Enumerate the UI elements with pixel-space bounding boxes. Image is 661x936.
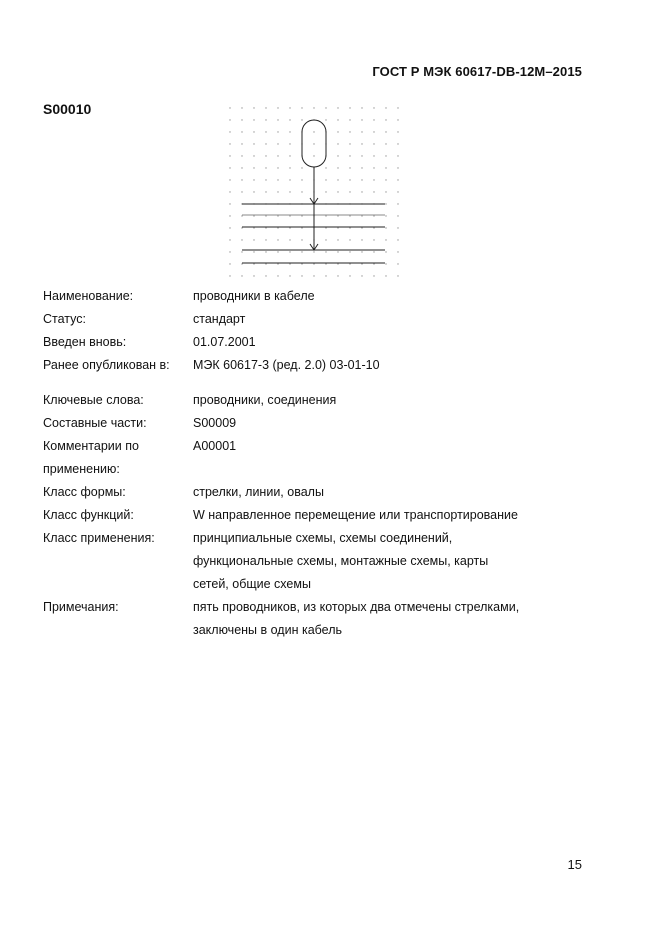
grid-dot bbox=[361, 191, 362, 192]
property-value: принципиальные схемы, схемы соединений, bbox=[193, 531, 453, 545]
grid-dot bbox=[301, 119, 302, 120]
grid-dot bbox=[373, 275, 374, 276]
grid-dot bbox=[265, 167, 266, 168]
grid-dot bbox=[289, 107, 290, 108]
grid-dot bbox=[289, 263, 290, 264]
grid-dot bbox=[313, 263, 314, 264]
grid-dot bbox=[313, 143, 314, 144]
grid-dot bbox=[229, 239, 230, 240]
grid-dot bbox=[301, 191, 302, 192]
grid-dot bbox=[373, 191, 374, 192]
grid-dot bbox=[277, 239, 278, 240]
grid-dot bbox=[373, 251, 374, 252]
grid-dot bbox=[325, 107, 326, 108]
grid-dot bbox=[241, 263, 242, 264]
grid-dot bbox=[253, 179, 254, 180]
grid-dot bbox=[265, 107, 266, 108]
grid-dot bbox=[289, 131, 290, 132]
grid-dot bbox=[349, 215, 350, 216]
grid-dot bbox=[337, 107, 338, 108]
property-row bbox=[43, 308, 603, 331]
grid-dot bbox=[229, 191, 230, 192]
grid-dot bbox=[337, 227, 338, 228]
grid-dot bbox=[349, 263, 350, 264]
grid-dot bbox=[385, 227, 386, 228]
grid-dot bbox=[229, 131, 230, 132]
grid-dot bbox=[325, 215, 326, 216]
property-key: Введен вновь: bbox=[43, 335, 127, 349]
grid-dot bbox=[361, 107, 362, 108]
grid-dot bbox=[349, 239, 350, 240]
grid-dot bbox=[253, 275, 254, 276]
grid-dot bbox=[265, 131, 266, 132]
property-key: Ключевые слова: bbox=[43, 393, 144, 407]
property-key: Класс функций: bbox=[43, 508, 134, 522]
grid-dot bbox=[277, 143, 278, 144]
grid-dot bbox=[229, 179, 230, 180]
grid-dot bbox=[397, 275, 398, 276]
grid-dot bbox=[289, 119, 290, 120]
grid-dot bbox=[229, 107, 230, 108]
property-row bbox=[43, 481, 603, 504]
grid-dot bbox=[385, 239, 386, 240]
grid-dot bbox=[277, 119, 278, 120]
grid-dot bbox=[361, 143, 362, 144]
grid-dot bbox=[313, 131, 314, 132]
grid-dot bbox=[229, 155, 230, 156]
grid-dot bbox=[301, 239, 302, 240]
grid-dot bbox=[277, 131, 278, 132]
grid-dot bbox=[301, 263, 302, 264]
grid-dot bbox=[265, 251, 266, 252]
grid-dot bbox=[361, 251, 362, 252]
property-value: функциональные схемы, монтажные схемы, карты bbox=[193, 554, 489, 568]
grid-dot bbox=[229, 167, 230, 168]
grid-dot bbox=[265, 191, 266, 192]
grid-dot bbox=[373, 131, 374, 132]
grid-dot bbox=[385, 251, 386, 252]
document-header: ГОСТ Р МЭК 60617-DB-12M–2015 bbox=[372, 64, 582, 79]
property-row bbox=[43, 504, 603, 527]
grid-dot bbox=[373, 143, 374, 144]
grid-dot bbox=[265, 227, 266, 228]
grid-dot bbox=[229, 275, 230, 276]
grid-dot bbox=[397, 203, 398, 204]
grid-dot bbox=[385, 107, 386, 108]
grid-dot bbox=[277, 191, 278, 192]
grid-dot bbox=[349, 143, 350, 144]
grid-dot bbox=[253, 263, 254, 264]
grid-dot bbox=[325, 227, 326, 228]
grid-dot bbox=[253, 191, 254, 192]
grid-dot bbox=[337, 119, 338, 120]
property-key: Составные части: bbox=[43, 416, 147, 430]
grid-dot bbox=[277, 167, 278, 168]
grid-dot bbox=[349, 275, 350, 276]
grid-dot bbox=[385, 143, 386, 144]
property-key: Статус: bbox=[43, 312, 86, 326]
grid-dot bbox=[277, 107, 278, 108]
grid-dot bbox=[301, 167, 302, 168]
page-number: 15 bbox=[567, 857, 582, 872]
property-value: проводники, соединения bbox=[193, 393, 337, 407]
grid-dot bbox=[289, 227, 290, 228]
property-value: стандарт bbox=[193, 312, 246, 326]
grid-dot bbox=[265, 263, 266, 264]
grid-dot bbox=[373, 155, 374, 156]
grid-dot bbox=[277, 179, 278, 180]
grid-dot bbox=[313, 275, 314, 276]
grid-dot bbox=[253, 167, 254, 168]
grid-dot bbox=[253, 143, 254, 144]
grid-dot bbox=[253, 155, 254, 156]
grid-dot bbox=[337, 263, 338, 264]
grid-dot bbox=[373, 167, 374, 168]
grid-dot bbox=[373, 179, 374, 180]
property-key: Класс формы: bbox=[43, 485, 126, 499]
grid-dot bbox=[361, 119, 362, 120]
grid-dot bbox=[325, 239, 326, 240]
grid-dot bbox=[361, 239, 362, 240]
grid-dot bbox=[373, 263, 374, 264]
grid-dot bbox=[253, 107, 254, 108]
grid-dot bbox=[229, 227, 230, 228]
grid-dot bbox=[301, 227, 302, 228]
property-value: S00009 bbox=[193, 416, 237, 430]
grid-dot bbox=[229, 215, 230, 216]
grid-dot bbox=[229, 203, 230, 204]
grid-dot bbox=[337, 167, 338, 168]
grid-dot bbox=[289, 179, 290, 180]
grid-dot bbox=[349, 227, 350, 228]
grid-dot bbox=[385, 131, 386, 132]
grid-dot bbox=[289, 191, 290, 192]
grid-dot bbox=[337, 239, 338, 240]
grid-dot bbox=[241, 167, 242, 168]
property-row bbox=[43, 550, 603, 573]
grid-dot bbox=[337, 131, 338, 132]
grid-dot bbox=[397, 227, 398, 228]
grid-dot bbox=[289, 215, 290, 216]
property-key: Комментарии по bbox=[43, 439, 139, 453]
grid-dot bbox=[373, 239, 374, 240]
grid-dot bbox=[361, 179, 362, 180]
grid-dot bbox=[277, 155, 278, 156]
grid-dot bbox=[253, 227, 254, 228]
grid-dot bbox=[265, 155, 266, 156]
property-value: 01.07.2001 bbox=[193, 335, 256, 349]
property-key bbox=[43, 550, 193, 573]
grid-dot bbox=[337, 155, 338, 156]
grid-dot bbox=[373, 215, 374, 216]
grid-dot bbox=[337, 191, 338, 192]
grid-dot bbox=[385, 191, 386, 192]
grid-dot bbox=[397, 263, 398, 264]
grid-dot bbox=[361, 227, 362, 228]
grid-dot bbox=[337, 179, 338, 180]
property-row bbox=[43, 331, 603, 354]
grid-dot bbox=[349, 251, 350, 252]
grid-dot bbox=[325, 275, 326, 276]
property-key: Класс применения: bbox=[43, 531, 155, 545]
grid-dot bbox=[361, 275, 362, 276]
grid-dot bbox=[253, 239, 254, 240]
grid-dot bbox=[241, 179, 242, 180]
grid-dot bbox=[397, 239, 398, 240]
grid-dot bbox=[349, 107, 350, 108]
grid-dot bbox=[397, 251, 398, 252]
grid-dot bbox=[253, 215, 254, 216]
grid-dot bbox=[253, 251, 254, 252]
grid-dot bbox=[361, 215, 362, 216]
grid-dot bbox=[313, 251, 314, 252]
grid-dot bbox=[397, 107, 398, 108]
properties-group-1 bbox=[43, 285, 603, 377]
grid-dot bbox=[277, 263, 278, 264]
grid-dot bbox=[349, 179, 350, 180]
grid-dot bbox=[289, 239, 290, 240]
grid-dot bbox=[361, 155, 362, 156]
grid-dot bbox=[253, 119, 254, 120]
grid-dot bbox=[373, 227, 374, 228]
grid-dot bbox=[337, 143, 338, 144]
property-value: стрелки, линии, овалы bbox=[193, 485, 324, 499]
grid-dot bbox=[397, 215, 398, 216]
symbol-properties bbox=[43, 285, 603, 642]
grid-dot bbox=[265, 119, 266, 120]
grid-dot bbox=[337, 251, 338, 252]
grid-dot bbox=[361, 131, 362, 132]
grid-dot bbox=[241, 215, 242, 216]
property-key: применению: bbox=[43, 462, 120, 476]
grid-dot bbox=[289, 251, 290, 252]
grid-dot bbox=[397, 191, 398, 192]
grid-dot bbox=[313, 107, 314, 108]
property-value: A00001 bbox=[193, 439, 237, 453]
grid-dot bbox=[385, 275, 386, 276]
grid-dot bbox=[397, 131, 398, 132]
grid-dot bbox=[229, 251, 230, 252]
grid-dot bbox=[385, 179, 386, 180]
grid-dot bbox=[241, 227, 242, 228]
grid-dot bbox=[385, 167, 386, 168]
property-value: МЭК 60617-3 (ред. 2.0) 03-01-10 bbox=[193, 358, 380, 372]
grid-dot bbox=[373, 119, 374, 120]
grid-dot bbox=[349, 155, 350, 156]
grid-dot bbox=[241, 275, 242, 276]
symbol-drawing bbox=[222, 100, 407, 280]
grid-dot bbox=[241, 191, 242, 192]
grid-dot bbox=[325, 179, 326, 180]
grid-dot bbox=[301, 275, 302, 276]
grid-dot bbox=[313, 155, 314, 156]
grid-dot bbox=[289, 167, 290, 168]
property-row bbox=[43, 389, 603, 412]
properties-group-2 bbox=[43, 389, 603, 642]
grid-dot bbox=[301, 179, 302, 180]
property-value: проводники в кабеле bbox=[193, 289, 315, 303]
grid-dot bbox=[373, 107, 374, 108]
grid-dot bbox=[325, 167, 326, 168]
grid-dot bbox=[277, 275, 278, 276]
grid-dot bbox=[265, 215, 266, 216]
property-row bbox=[43, 412, 603, 435]
grid-dot bbox=[385, 263, 386, 264]
grid-dot bbox=[265, 275, 266, 276]
property-row bbox=[43, 619, 603, 642]
property-row bbox=[43, 285, 603, 308]
grid-dot bbox=[325, 251, 326, 252]
grid-dot bbox=[397, 155, 398, 156]
grid-dot bbox=[349, 131, 350, 132]
grid-dot bbox=[337, 215, 338, 216]
property-key: Ранее опубликован в: bbox=[43, 358, 170, 372]
grid-dot bbox=[361, 263, 362, 264]
grid-dot bbox=[397, 179, 398, 180]
property-row bbox=[43, 458, 603, 481]
grid-dot bbox=[361, 167, 362, 168]
grid-dot bbox=[325, 263, 326, 264]
grid-dot bbox=[241, 131, 242, 132]
grid-dot bbox=[385, 215, 386, 216]
grid-dot bbox=[241, 155, 242, 156]
grid-dot bbox=[385, 155, 386, 156]
grid-dot bbox=[265, 143, 266, 144]
property-value: заключены в один кабель bbox=[193, 623, 343, 637]
grid-dot bbox=[289, 275, 290, 276]
grid-dot bbox=[241, 143, 242, 144]
grid-dot bbox=[397, 167, 398, 168]
property-value bbox=[193, 458, 603, 481]
property-key bbox=[43, 619, 193, 642]
property-value: пять проводников, из которых два отмечены стрелками, bbox=[193, 600, 520, 614]
grid-dot bbox=[229, 263, 230, 264]
grid-dot bbox=[289, 143, 290, 144]
grid-dot bbox=[301, 215, 302, 216]
property-row bbox=[43, 354, 603, 377]
grid-dot bbox=[277, 227, 278, 228]
grid-dot bbox=[241, 119, 242, 120]
property-row bbox=[43, 573, 603, 596]
grid-dot bbox=[385, 119, 386, 120]
property-row bbox=[43, 435, 603, 458]
property-row bbox=[43, 527, 603, 550]
grid-dot bbox=[385, 203, 386, 204]
grid-dot bbox=[277, 251, 278, 252]
grid-dot bbox=[241, 239, 242, 240]
property-key: Примечания: bbox=[43, 600, 119, 614]
grid-dot bbox=[397, 119, 398, 120]
property-value: W направленное перемещение или транспортирование bbox=[193, 508, 518, 522]
property-key: Наименование: bbox=[43, 289, 134, 303]
grid-dot bbox=[337, 275, 338, 276]
grid-dot bbox=[397, 143, 398, 144]
grid-dot bbox=[241, 251, 242, 252]
grid-dot bbox=[301, 251, 302, 252]
grid-dot bbox=[277, 215, 278, 216]
symbol-code: S00010 bbox=[43, 101, 92, 117]
property-value: сетей, общие схемы bbox=[193, 577, 311, 591]
property-row bbox=[43, 596, 603, 619]
grid-dot bbox=[229, 119, 230, 120]
grid-dot bbox=[349, 191, 350, 192]
grid-dot bbox=[265, 179, 266, 180]
grid-dot bbox=[349, 167, 350, 168]
grid-dot bbox=[301, 107, 302, 108]
grid-dot bbox=[265, 239, 266, 240]
grid-dot bbox=[253, 131, 254, 132]
property-key bbox=[43, 573, 193, 596]
grid-dot bbox=[325, 119, 326, 120]
grid-dot bbox=[289, 155, 290, 156]
grid-dot bbox=[229, 143, 230, 144]
grid-dot bbox=[241, 107, 242, 108]
grid-dot bbox=[325, 191, 326, 192]
grid-dot bbox=[349, 119, 350, 120]
